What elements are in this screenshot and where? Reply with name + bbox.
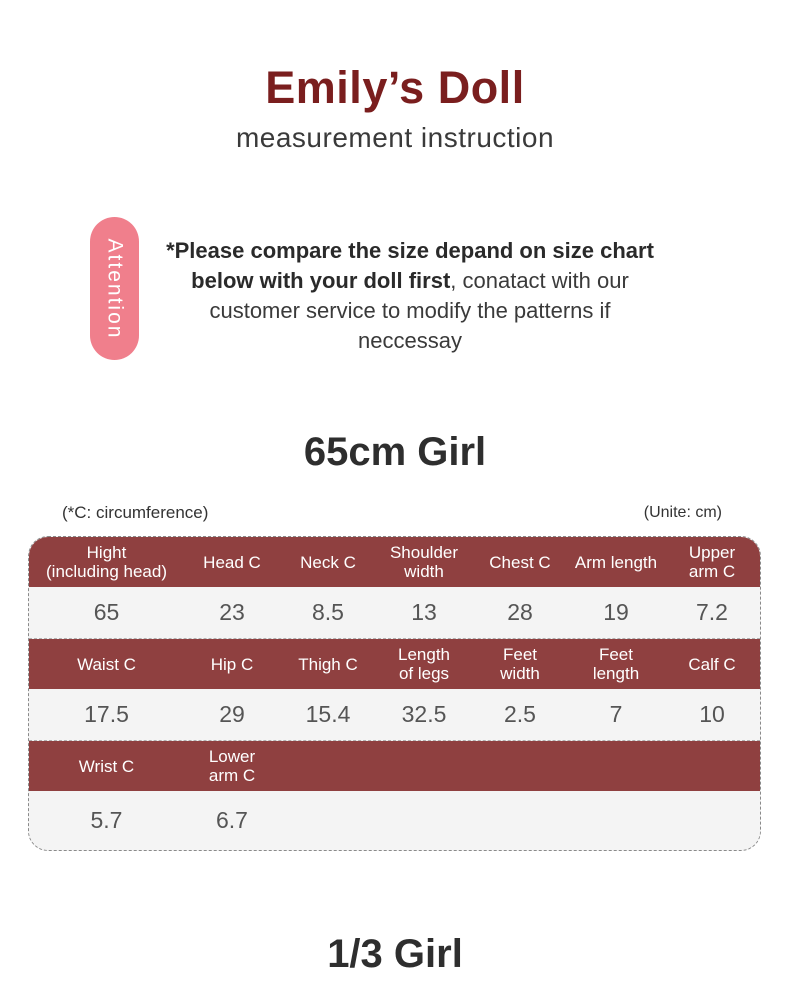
value-cell: [280, 791, 376, 849]
header-cell: Feet width: [500, 645, 540, 683]
header-cell: Waist C: [77, 654, 136, 674]
page-subtitle: measurement instruction: [235, 122, 555, 153]
header-cell: [376, 741, 472, 791]
header-cell: Upper arm C: [688, 543, 736, 581]
value-cell: 23: [219, 599, 245, 625]
value-cell: 28: [507, 599, 533, 625]
header-cell: Calf C: [688, 654, 736, 674]
value-cell: 32.5: [401, 701, 447, 727]
header-cell: [568, 741, 664, 791]
value-cell: 5.7: [90, 806, 123, 833]
header-cell: Hip C: [210, 654, 254, 674]
value-cell: 7: [609, 701, 623, 727]
header-cell: [280, 741, 376, 791]
notice-rest-text: , conatact with our customer service to modify the patterns if neccessay: [209, 268, 629, 353]
size-chart-table: [28, 536, 761, 851]
header-cell: [664, 741, 760, 791]
value-cell: 7.2: [696, 599, 728, 625]
value-cell: [376, 791, 472, 849]
brand-title: Emily’s Doll: [265, 62, 525, 113]
header-cell: Arm length: [574, 552, 658, 572]
header-cell: Shoulder width: [389, 543, 459, 581]
attention-badge-label: Attention: [103, 238, 127, 339]
header-cell: [472, 741, 568, 791]
value-cell: 65: [93, 599, 120, 625]
header-row: [29, 741, 760, 791]
header-cell: Head C: [203, 552, 261, 572]
attention-notice: [160, 236, 660, 356]
header-row: [29, 639, 760, 689]
value-cell: 2.5: [504, 701, 536, 727]
header-cell: Neck C: [300, 552, 356, 572]
header-cell: Hight (including head): [46, 543, 167, 581]
header-cell: Thigh C: [298, 654, 358, 674]
value-cell: 6.7: [216, 806, 248, 833]
value-cell: [664, 791, 760, 849]
value-cell: 17.5: [84, 701, 129, 727]
value-cell: 19: [603, 599, 629, 625]
attention-badge: [90, 217, 139, 360]
value-cell: [472, 791, 568, 849]
header-cell: Chest C: [489, 552, 551, 572]
value-cell: 29: [219, 701, 245, 727]
header-cell: Wrist C: [78, 756, 135, 776]
value-row: [29, 689, 760, 741]
value-row: [29, 587, 760, 639]
section-title-1-3: 1/3 Girl: [327, 932, 463, 976]
header-cell: Lower arm C: [208, 747, 256, 785]
header-cell: Length of legs: [398, 645, 450, 683]
unit-note: (Unite: cm): [643, 504, 722, 521]
section-title-65cm: 65cm Girl: [303, 430, 487, 474]
circumference-note: (*C: circumference): [62, 503, 209, 522]
value-cell: [568, 791, 664, 849]
value-row: [29, 791, 760, 849]
value-cell: 13: [411, 599, 437, 625]
notice-bold-text: *Please compare the size depand on size chart below with your doll first: [166, 238, 654, 293]
header-cell: Feet length: [592, 645, 640, 683]
value-cell: 10: [699, 701, 725, 727]
header-row: [29, 537, 760, 587]
value-cell: 15.4: [305, 701, 351, 727]
value-cell: 8.5: [312, 599, 344, 625]
